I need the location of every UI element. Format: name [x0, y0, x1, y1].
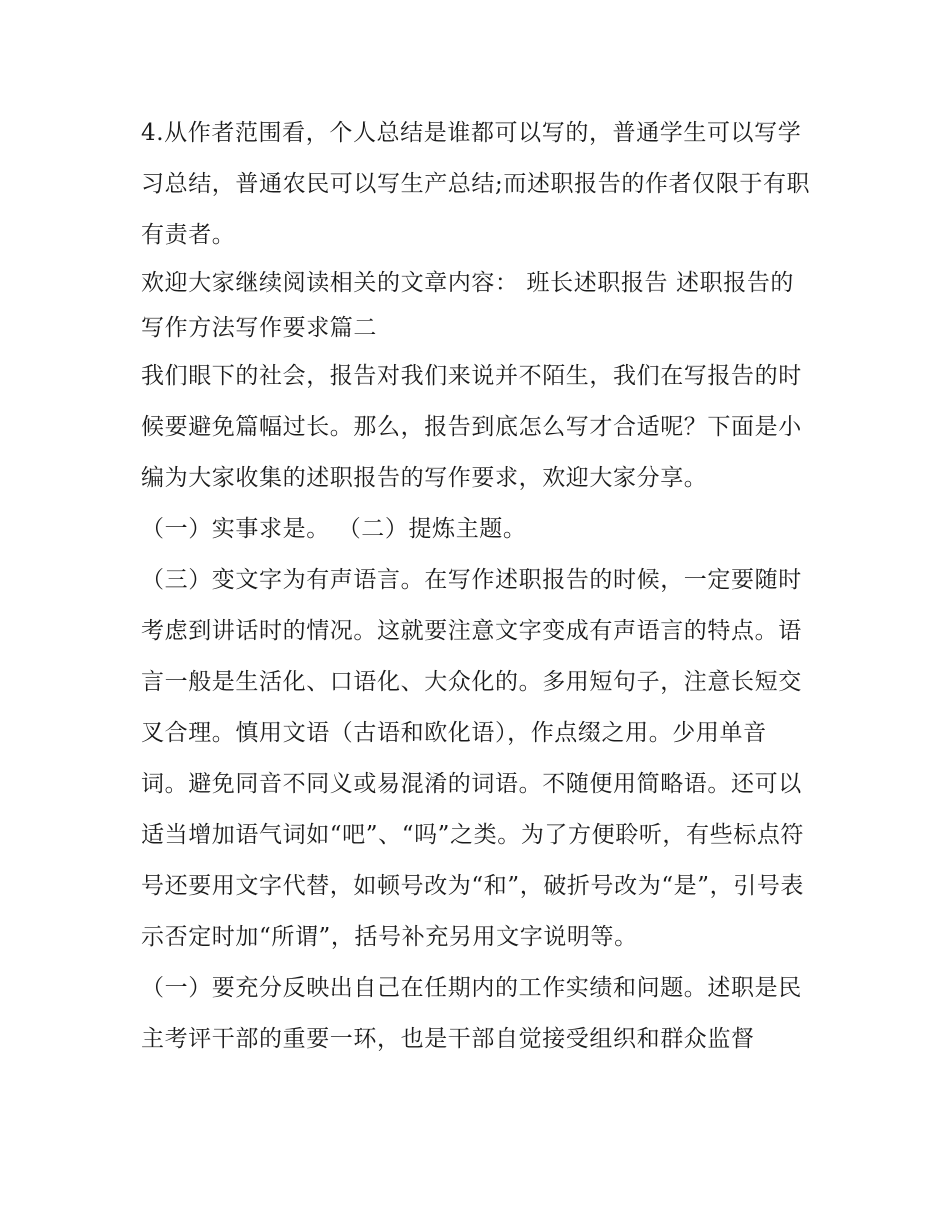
paragraph-related-articles: 欢迎大家继续阅读相关的文章内容： 班长述职报告 述职报告的写作方法写作要求篇二: [141, 270, 795, 341]
paragraph-author-scope: 4.从作者范围看，个人总结是谁都可以写的，普通学生可以写学习总结，普通农民可以写生产总结;而述职报告的作者仅限于有职有责者。: [141, 120, 811, 248]
paragraph-intro: 我们眼下的社会，报告对我们来说并不陌生，我们在写报告的时候要避免篇幅过长。那么，报告到底怎么写才合适呢？下面是小编为大家收集的述职报告的写作要求，欢迎大家分享。: [141, 363, 802, 491]
paragraph-reflect-performance: （一）要充分反映出自己在任期内的工作实绩和问题。述职是民主考评干部的重要一环，也是干部自觉接受组织和群众监督: [141, 975, 802, 1052]
paragraph-points-one-two: （一）实事求是。 （二）提炼主题。: [141, 516, 527, 542]
document-body: [141, 108, 813, 1065]
paragraph-point-three: （三）变文字为有声语言。在写作述职报告的时候，一定要随时考虑到讲话时的情况。这就要注意文字变成有声语言的特点。语言一般是生活化、口语化、大众化的。多用短句子，注意长短交叉合理。慎用文语（古语和欧化语），作点缀之用。少用单音词。避免同音不同义或易混淆的词语。不随便用简略语。还可以适当增加语气词如“吧”、“吗”之类。为了方便聆听，有些标点符号还要用文字代替，如顿号改为“和”，破折号改为“是”，引号表示否定时加“所谓”，括号补充另用文字说明等。: [141, 567, 805, 950]
